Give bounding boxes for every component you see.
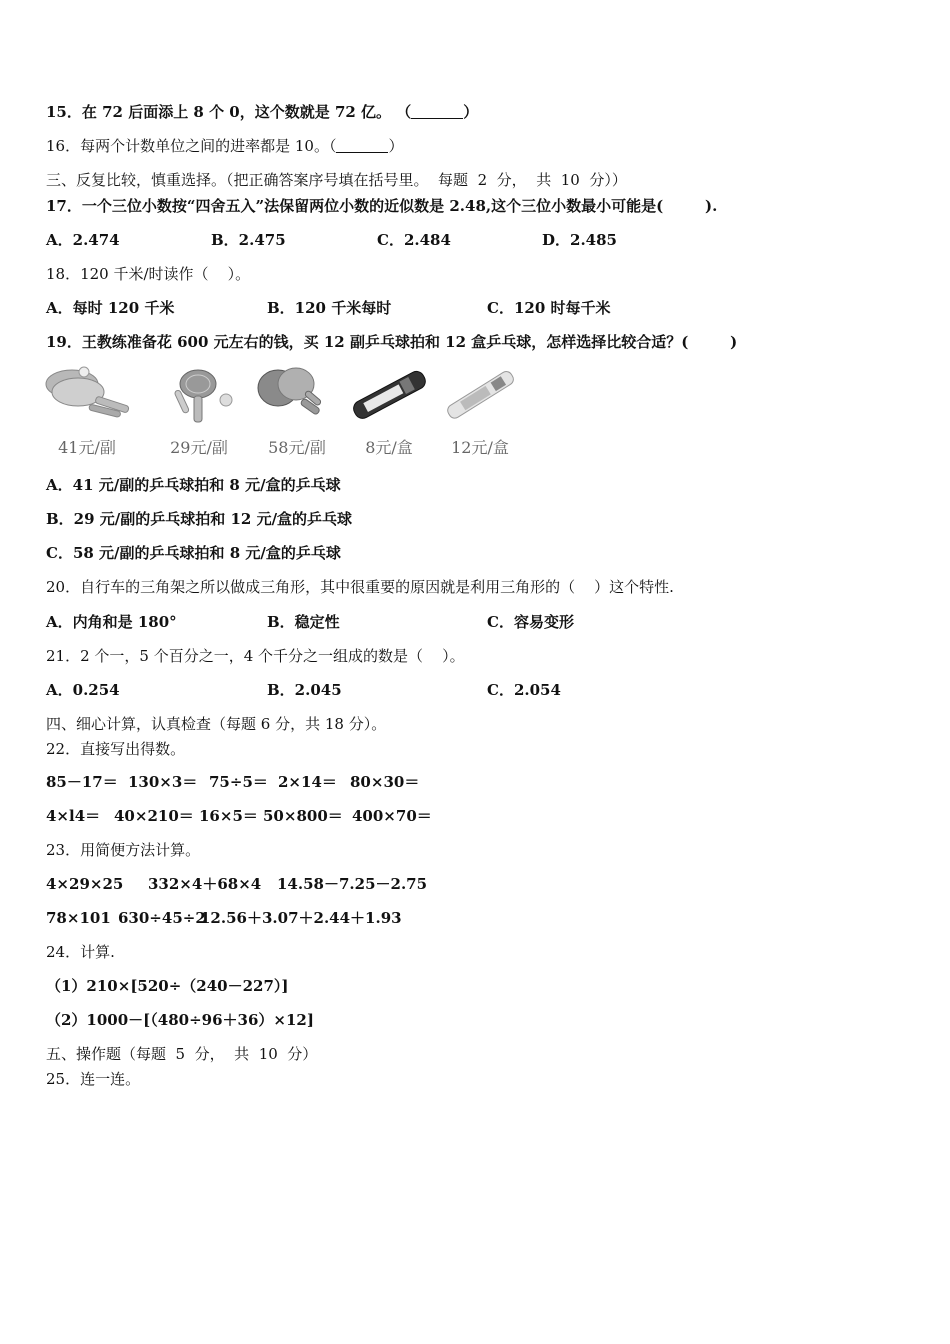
ball-tube-light-icon: [435, 362, 530, 432]
q23-expr: 4×29×25: [46, 875, 124, 893]
answer-blank[interactable]: [411, 104, 463, 119]
q23-expr: 78×101: [46, 909, 111, 927]
price-label: 8元/盒: [365, 438, 413, 457]
question-22-stem: 22．直接写出得数。: [46, 740, 186, 758]
section-4-heading: 四、细心计算，认真检查（每题 6 分，共 18 分）。: [46, 715, 387, 733]
q19-option-b[interactable]: B．29 元/副的乒乓球拍和 12 元/盒的乒乓球: [46, 510, 353, 528]
question-20-stem: 20．自行车的三角架之所以做成三角形，其中很重要的原因就是利用三角形的（ ）这个特性.: [46, 578, 674, 596]
q18-option-c[interactable]: C．120 时每千米: [487, 299, 611, 317]
question-19-stem: 19．王教练准备花 600 元左右的钱，买 12 副乒乓球拍和 12 盒乒乓球，怎样选择比较合适？( ): [46, 333, 738, 351]
q22-expr: 130×3＝: [128, 773, 198, 791]
price-label: 12元/盒: [451, 438, 509, 457]
q20-option-a[interactable]: A．内角和是 180°: [46, 613, 177, 631]
q17-option-b[interactable]: B．2.475: [211, 231, 286, 249]
q23-expr: 14.58－7.25－2.75: [277, 875, 428, 893]
ball-tube-icon: [344, 362, 439, 432]
q22-expr: 16×5＝: [199, 807, 258, 825]
paddle-pair-dark-icon: [252, 362, 347, 432]
question-15: 15．在 72 后面添上 8 个 0，这个数就是 72 亿。 （ ）: [46, 103, 479, 121]
question-17-stem: 17．一个三位小数按“四舍五入”法保留两位小数的近似数是 2.48,这个三位小数最小可能是( ).: [46, 197, 718, 215]
ball-box-8: [344, 362, 439, 462]
q18-option-a[interactable]: A．每时 120 千米: [46, 299, 175, 317]
question-23-stem: 23．用简便方法计算。: [46, 841, 201, 859]
price-label: 41元/副: [58, 438, 116, 457]
q21-option-a[interactable]: A．0.254: [46, 681, 120, 699]
q22-expr: 75÷5＝: [209, 773, 268, 791]
paddle-with-ball-icon: [154, 362, 249, 432]
ball-box-12: [435, 362, 530, 462]
q23-expr: 332×4＋68×4: [148, 875, 262, 893]
q20-option-c[interactable]: C．容易变形: [487, 613, 574, 631]
q20-option-b[interactable]: B．稳定性: [267, 613, 340, 631]
answer-blank[interactable]: [336, 138, 388, 153]
q22-expr: 400×70＝: [352, 807, 432, 825]
question-18-stem: 18．120 千米/时读作（ ）。: [46, 265, 251, 283]
price-label: 58元/副: [268, 438, 326, 457]
section-3-heading: 三、反复比较，慎重选择。（把正确答案序号填在括号里。 每题 2 分， 共 10 分））: [46, 171, 627, 189]
question-24-stem: 24．计算.: [46, 943, 115, 961]
q22-expr: 80×30＝: [350, 773, 420, 791]
q19-option-c[interactable]: C．58 元/副的乒乓球拍和 8 元/盒的乒乓球: [46, 544, 341, 562]
q17-option-c[interactable]: C．2.484: [377, 231, 451, 249]
q18-option-b[interactable]: B．120 千米每时: [267, 299, 392, 317]
paddle-pair-41: [42, 362, 137, 462]
q22-expr: 85－17＝: [46, 773, 118, 791]
q23-expr: 630÷45÷2: [118, 909, 206, 927]
price-label: 29元/副: [170, 438, 228, 457]
q17-option-d[interactable]: D．2.485: [542, 231, 617, 249]
q24-item-1: （1）210×[520÷（240－227）]: [46, 977, 289, 995]
q24-item-2: （2）1000－[（480÷96＋36）×12]: [46, 1011, 314, 1029]
question-25-stem: 25．连一连。: [46, 1070, 141, 1088]
question-16: 16．每两个计数单位之间的进率都是 10。（ ）: [46, 137, 404, 155]
paddle-58: [252, 362, 347, 462]
paddle-29: [154, 362, 249, 462]
q21-option-c[interactable]: C．2.054: [487, 681, 561, 699]
q21-option-b[interactable]: B．2.045: [267, 681, 342, 699]
q22-expr: 40×210＝: [114, 807, 194, 825]
q19-option-a[interactable]: A．41 元/副的乒乓球拍和 8 元/盒的乒乓球: [46, 476, 341, 494]
q22-expr: 50×800＝: [263, 807, 343, 825]
section-5-heading: 五、操作题（每题 5 分， 共 10 分）: [46, 1045, 318, 1063]
q22-expr: 4×l4＝: [46, 807, 101, 825]
paddle-pair-icon: [42, 362, 137, 432]
question-21-stem: 21．2 个一，5 个百分之一，4 个千分之一组成的数是（ ）。: [46, 647, 465, 665]
q17-option-a[interactable]: A．2.474: [46, 231, 120, 249]
q23-expr: 12.56＋3.07＋2.44＋1.93: [200, 909, 402, 927]
product-images: [42, 362, 522, 462]
q22-expr: 2×14＝: [278, 773, 337, 791]
